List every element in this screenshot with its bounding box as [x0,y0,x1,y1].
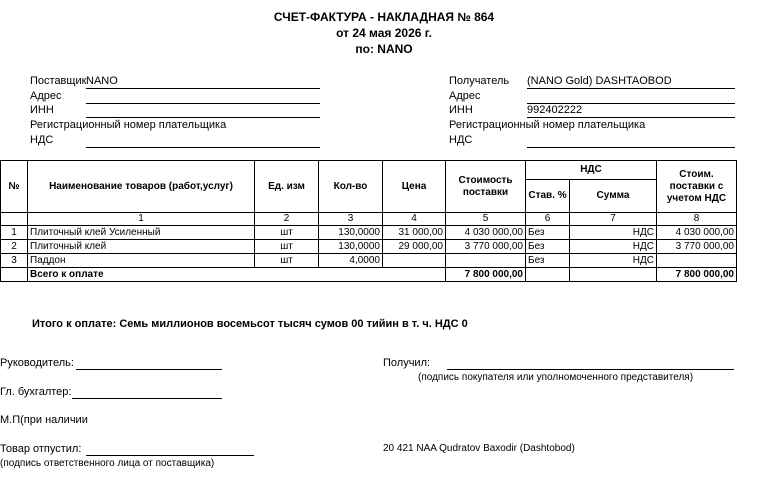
colnum-cell: 5 [446,213,526,226]
row-num: 3 [1,254,28,268]
accountant-signature-line [72,398,222,399]
colnum-cell: 7 [570,213,657,226]
row-total: 3 770 000,00 [657,240,737,254]
total-with-vat: 7 800 000,00 [657,268,737,282]
row-vat-sum: НДС [570,226,657,240]
row-qty: 130,0000 [319,226,383,240]
row-cost: 4 030 000,00 [446,226,526,240]
supplier-value: NANO [86,75,118,87]
header-num: № [1,161,28,213]
buyer-address-label: Адрес [449,90,481,102]
header-vat-group: НДС [526,161,657,180]
row-price [383,254,446,268]
total-cost: 7 800 000,00 [446,268,526,282]
released-signature-line [86,455,254,456]
table-row [1,240,737,254]
colnum-cell: 4 [383,213,446,226]
supplier-vat-label: НДС [30,134,54,146]
row-vat-sum: НДС [570,254,657,268]
total-label: Всего к оплате [28,268,446,282]
table-row [1,254,737,268]
row-vat-rate: Без [526,226,570,240]
row-num: 1 [1,226,28,240]
header-total: Стоим. поставки с учетом НДС [657,161,737,213]
colnum-cell: 1 [28,213,255,226]
total-row [1,268,737,282]
row-name: Плиточный клей Усиленный [28,226,255,240]
buyer-inn-value: 992402222 [527,104,583,116]
received-label: Получил: [383,357,431,369]
received-caption: (подпись покупателя или уполномоченного представителя) [418,372,694,383]
row-unit: шт [255,254,319,268]
colnum-cell: 6 [526,213,570,226]
row-qty: 130,0000 [319,240,383,254]
document-title: СЧЕТ-ФАКТУРА - НАКЛАДНАЯ № 864 [273,10,495,24]
row-cost [446,254,526,268]
supplier-inn-underline [86,117,320,118]
header-vat-sum: Сумма [570,180,657,213]
colnum-1 [1,213,28,226]
buyer-inn-underline [527,117,735,118]
row-cost: 3 770 000,00 [446,240,526,254]
received-signature-line [447,369,734,370]
buyer-label: Получатель [449,75,510,87]
supplier-label: Поставщик [30,75,87,87]
power-of-attorney: 20 421 NAA Qudratov Baxodir (Dashtobod) [383,443,575,454]
head-label: Руководитель: [0,357,74,369]
row-price: 31 000,00 [383,226,446,240]
total-vat-rate [526,268,570,282]
amount-in-words: Итого к оплате: Семь миллионов восемьсот тысяч сумов 00 тийин в т. ч. НДС 0 [32,318,468,330]
stamp-label: М.П(при наличии [0,414,88,426]
table-row [1,226,737,240]
buyer-vat-label: НДС [449,134,473,146]
total-row-num [1,268,28,282]
header-qty: Кол-во [319,161,383,213]
buyer-value: (NANO Gold) DASHTAOBOD [527,75,672,87]
supplier-inn-label: ИНН [30,104,54,116]
row-unit: шт [255,226,319,240]
row-unit: шт [255,240,319,254]
row-name: Паддон [28,254,255,268]
row-total: 4 030 000,00 [657,226,737,240]
buyer-inn-label: ИНН [449,104,473,116]
colnum-cell: 2 [255,213,319,226]
buyer-underline [527,88,735,89]
row-name: Плиточный клей [28,240,255,254]
invoice-table [0,160,737,282]
column-number-row [1,213,737,226]
released-caption: (подпись ответственного лица от поставщика) [0,458,215,469]
head-signature-line [76,369,222,370]
buyer-reg-label: Регистрационный номер плательщика [449,119,646,131]
row-qty: 4,0000 [319,254,383,268]
header-unit: Ед. изм [255,161,319,213]
released-label: Товар отпустил: [0,443,82,455]
colnum-cell: 8 [657,213,737,226]
row-vat-rate: Без [526,240,570,254]
colnum-cell: 3 [319,213,383,226]
header-price: Цена [383,161,446,213]
supplier-vat-underline [86,147,320,148]
header-cost: Стоимость поставки [446,161,526,213]
document-contract: по: NANO [355,42,413,56]
document-date: от 24 мая 2026 г. [336,26,432,40]
header-name: Наименование товаров (работ,услуг) [28,161,255,213]
supplier-address-label: Адрес [30,90,62,102]
row-vat-rate: Без [526,254,570,268]
accountant-label: Гл. бухгалтер: [0,386,72,398]
row-num: 2 [1,240,28,254]
supplier-reg-label: Регистрационный номер плательщика [30,119,227,131]
header-vat-rate: Став. % [526,180,570,213]
row-vat-sum: НДС [570,240,657,254]
row-price: 29 000,00 [383,240,446,254]
row-total [657,254,737,268]
total-vat-sum [570,268,657,282]
supplier-underline [86,88,320,89]
buyer-vat-underline [527,147,735,148]
supplier-address-underline [86,103,320,104]
